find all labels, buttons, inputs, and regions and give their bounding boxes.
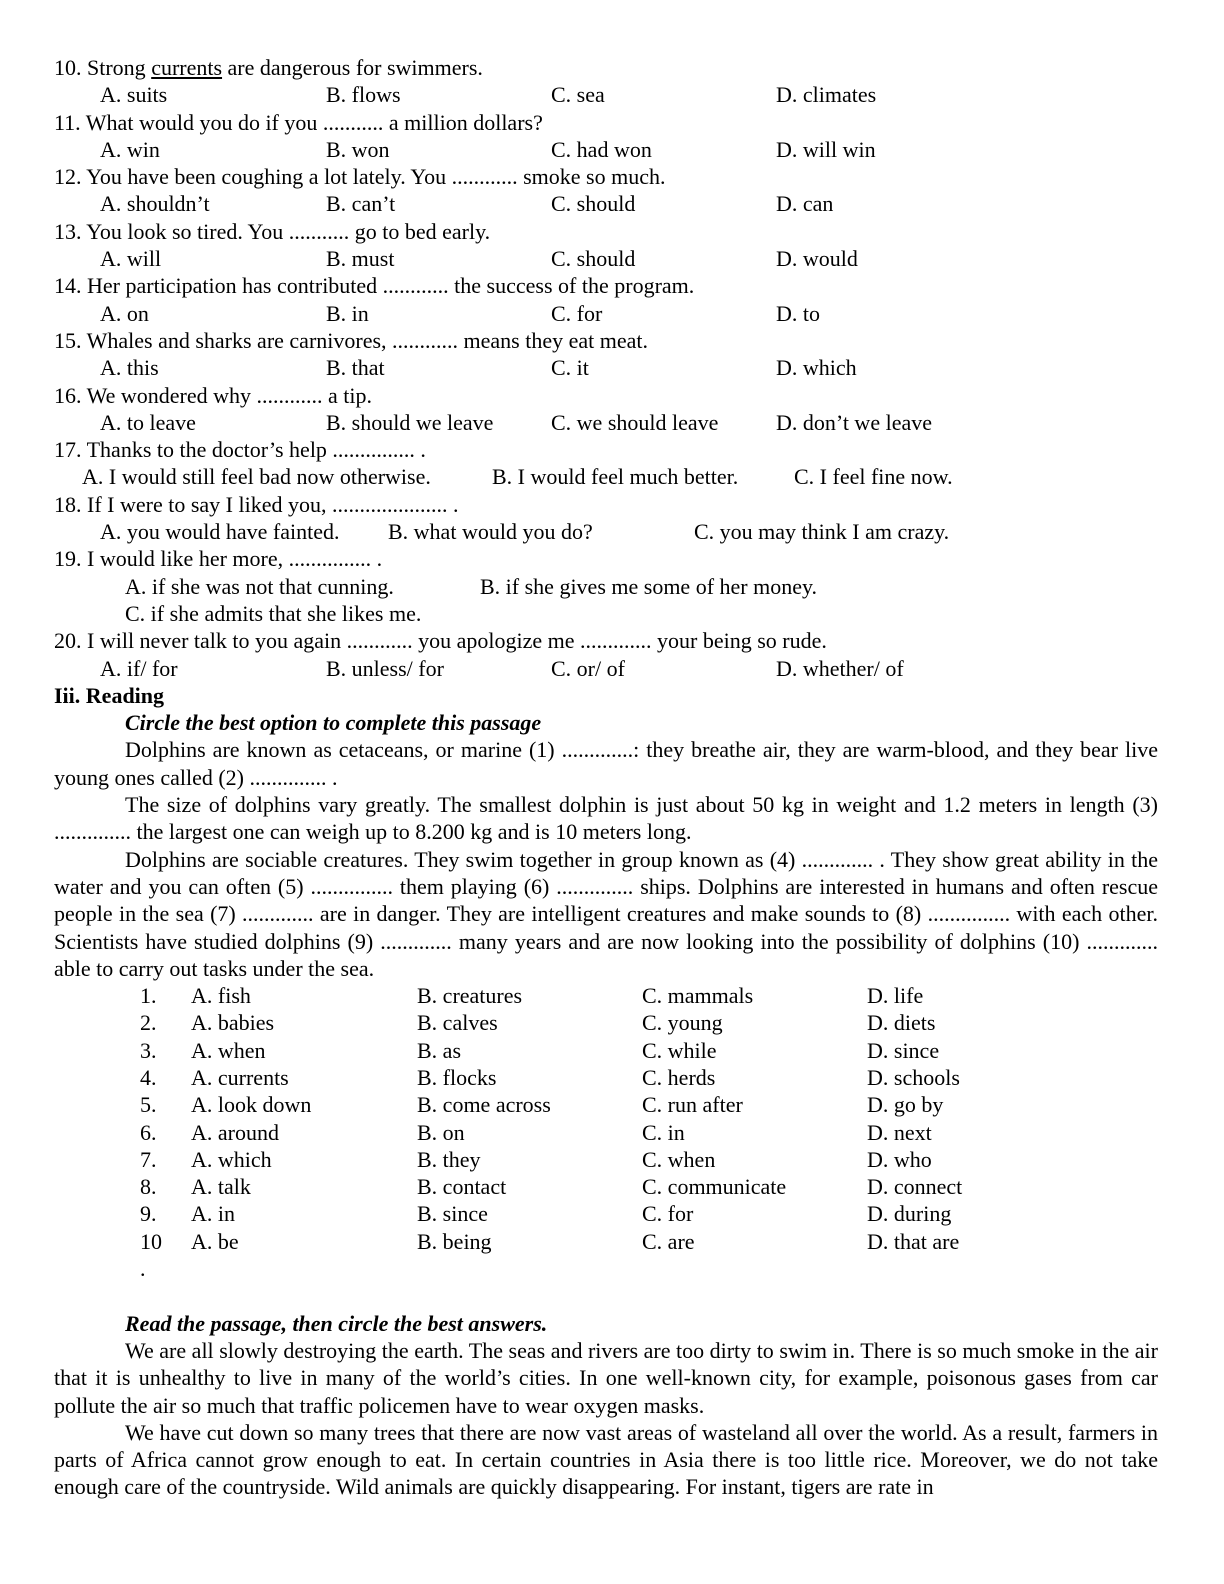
option-b[interactable]: B. flows (326, 82, 401, 108)
question-20-options (54, 655, 1158, 682)
option-c[interactable]: C. while (642, 1037, 717, 1063)
instruction-1: Circle the best option to complete this passage (125, 710, 542, 736)
option-d[interactable]: D. schools (867, 1064, 960, 1090)
option-b[interactable]: B. on (417, 1119, 465, 1145)
option-b[interactable]: B. what would you do? (388, 519, 593, 545)
question-11-options (54, 136, 1158, 163)
question-19-options-row1 (54, 573, 1158, 600)
option-b[interactable]: B. if she gives me some of her money. (480, 573, 818, 599)
question-16: 16. We wondered why ............ a tip. (54, 382, 372, 408)
option-a[interactable]: A. look down (191, 1092, 312, 1118)
answer-row-1: 1. A. fish B. creatures C. mammals D. life (140, 983, 924, 1009)
option-c[interactable]: C. had won (551, 136, 652, 162)
question-18: 18. If I were to say I liked you, ..................... . (54, 491, 459, 517)
option-b[interactable]: B. since (417, 1201, 488, 1227)
question-10-options (54, 81, 1158, 108)
option-c[interactable]: C. I feel fine now. (794, 464, 953, 490)
option-c[interactable]: C. when (642, 1146, 716, 1172)
question-18-options (54, 518, 1158, 545)
option-c[interactable]: C. are (642, 1228, 695, 1254)
option-d[interactable]: D. during (867, 1201, 952, 1227)
question-15: 15. Whales and sharks are carnivores, ............ means they eat meat. (54, 327, 649, 353)
option-b[interactable]: B. creatures (417, 983, 523, 1009)
option-d[interactable]: D. next (867, 1119, 932, 1145)
question-12-options (54, 190, 1158, 217)
option-a[interactable]: A. fish (191, 983, 251, 1009)
option-d[interactable]: D. diets (867, 1010, 936, 1036)
blank-line (54, 1282, 1158, 1309)
question-10: 10. Strong currents are dangerous for swimmers. (54, 55, 483, 80)
section-heading: Iii. Reading (54, 682, 165, 708)
option-d[interactable]: D. that are (867, 1228, 960, 1254)
passage-2-paragraph-1: We are all slowly destroying the earth. The seas and rivers are too dirty to swim in. There is so much smoke in the air that it is unhealthy to live in many of the world’s cities. In one well-known city, for example, poisonous gases from car pollute the air so much that traffic policemen have to wear oxygen masks. (54, 1337, 1158, 1418)
option-d[interactable]: D. can (776, 191, 834, 217)
option-c[interactable]: C. if she admits that she likes me. (125, 600, 422, 626)
passage-2-paragraph-2: We have cut down so many trees that there are now vast areas of wasteland all over the world. As a result, farmers in parts of Africa cannot grow enough to eat. In certain countries in Asia there is too little rice. Moreover, we do not take enough care of the countryside. Wild animals are quickly disappearing. For instant, tigers are rate in (54, 1419, 1158, 1500)
answer-row-5: 5. A. look down B. come across C. run after D. go by (140, 1092, 944, 1118)
option-a[interactable]: A. around (191, 1119, 279, 1145)
option-c[interactable]: C. for (551, 300, 603, 326)
option-b[interactable]: B. they (417, 1146, 481, 1172)
option-b[interactable]: B. in (326, 300, 369, 326)
option-c[interactable]: C. communicate (642, 1174, 787, 1200)
option-c[interactable]: C. for (642, 1201, 694, 1227)
option-a[interactable]: A. when (191, 1037, 266, 1063)
answer-grid-tail: . (140, 1256, 146, 1282)
option-c[interactable]: C. sea (551, 82, 605, 108)
option-d[interactable]: D. would (776, 246, 858, 272)
question-11: 11. What would you do if you ........... a million dollars? (54, 109, 543, 135)
instruction-2: Read the passage, then circle the best answers. (125, 1310, 548, 1336)
option-c[interactable]: C. herds (642, 1064, 716, 1090)
option-a[interactable]: A. this (100, 355, 159, 381)
option-b[interactable]: B. should we leave (326, 409, 494, 435)
passage-1-paragraph-3: Dolphins are sociable creatures. They swim together in group known as (4) ............. . They show great ability in the water and you can often (5) ............... them playing (6) .............. ships. Dolphins are interested in humans and often rescue people in the sea (7) ............. are in danger. They are intelligent creatures and make sounds to (8) ............... with each other. Scientists have studied dolphins (9) ............. many years and are now looking into the possibility of dolphins (10) ............. able to carry out tasks under the sea. (54, 846, 1158, 981)
question-17-options (54, 463, 1158, 490)
option-b[interactable]: B. can’t (326, 191, 396, 217)
answer-row-3: 3. A. when B. as C. while D. since (140, 1037, 940, 1063)
passage-1-paragraph-2: The size of dolphins vary greatly. The smallest dolphin is just about 50 kg in weight and 1.2 meters in length (3) .............. the largest one can weigh up to 8.200 kg and is 10 meters long. (54, 792, 1158, 845)
answer-row-10: 10 A. be B. being C. are D. that are (140, 1228, 960, 1254)
option-b[interactable]: B. calves (417, 1010, 498, 1036)
question-20: 20. I will never talk to you again ............ you apologize me ............. your being so rude. (54, 628, 827, 654)
option-d[interactable]: D. life (867, 983, 924, 1009)
option-c[interactable]: C. young (642, 1010, 723, 1036)
option-b[interactable]: B. that (326, 355, 385, 381)
option-d[interactable]: D. whether/ of (776, 655, 904, 681)
option-c[interactable]: C. mammals (642, 983, 754, 1009)
option-a[interactable]: A. babies (191, 1010, 275, 1036)
option-c[interactable]: C. should (551, 246, 636, 272)
option-a[interactable]: A. shouldn’t (100, 191, 210, 217)
option-d[interactable]: D. go by (867, 1092, 944, 1118)
option-a[interactable]: A. will (100, 246, 162, 272)
option-d[interactable]: D. climates (776, 82, 877, 108)
option-b[interactable]: B. being (417, 1228, 492, 1254)
option-a[interactable]: A. on (100, 300, 149, 326)
option-a[interactable]: A. I would still feel bad now otherwise. (82, 464, 431, 490)
underlined-word: currents (151, 55, 223, 80)
option-d[interactable]: D. will win (776, 136, 876, 162)
option-a[interactable]: A. talk (191, 1174, 251, 1200)
answer-row-9: 9. A. in B. since C. for D. during (140, 1201, 952, 1227)
question-17: 17. Thanks to the doctor’s help ............... . (54, 437, 426, 463)
option-a[interactable]: A. be (191, 1228, 239, 1254)
option-a[interactable]: A. in (191, 1201, 235, 1227)
question-14: 14. Her participation has contributed ............ the success of the program. (54, 273, 695, 299)
question-15-options (54, 354, 1158, 381)
option-c[interactable]: C. should (551, 191, 636, 217)
option-d[interactable]: D. who (867, 1146, 932, 1172)
question-19: 19. I would like her more, ............... . (54, 546, 383, 572)
question-13-options (54, 245, 1158, 272)
option-a[interactable]: A. win (100, 136, 160, 162)
option-b[interactable]: B. as (417, 1037, 461, 1063)
option-b[interactable]: B. won (326, 136, 390, 162)
answer-row-8: 8. A. talk B. contact C. communicate D. connect (140, 1174, 963, 1200)
option-c[interactable]: C. or/ of (551, 655, 625, 681)
option-d[interactable]: D. since (867, 1037, 940, 1063)
worksheet-page (54, 54, 1158, 1501)
option-c[interactable]: C. it (551, 355, 589, 381)
option-b[interactable]: B. come across (417, 1092, 551, 1118)
option-b[interactable]: B. I would feel much better. (492, 464, 739, 490)
option-b[interactable]: B. must (326, 246, 395, 272)
option-d[interactable]: D. connect (867, 1174, 963, 1200)
question-14-options (54, 300, 1158, 327)
option-a[interactable]: A. to leave (100, 409, 196, 435)
answer-grid (54, 982, 1158, 1282)
option-a[interactable]: A. currents (191, 1064, 289, 1090)
option-a[interactable]: A. suits (100, 82, 168, 108)
option-a[interactable]: A. which (191, 1146, 272, 1172)
option-a[interactable]: A. you would have fainted. (100, 519, 340, 545)
answer-row-7: 7. A. which B. they C. when D. who (140, 1146, 932, 1172)
option-a[interactable]: A. if/ for (100, 655, 178, 681)
answer-row-2: 2. A. babies B. calves C. young D. diets (140, 1010, 936, 1036)
option-b[interactable]: B. unless/ for (326, 655, 444, 681)
option-c[interactable]: C. we should leave (551, 409, 719, 435)
option-d[interactable]: D. don’t we leave (776, 409, 932, 435)
question-16-options (54, 409, 1158, 436)
question-12: 12. You have been coughing a lot lately. You ............ smoke so much. (54, 164, 666, 190)
option-d[interactable]: D. to (776, 300, 820, 326)
option-d[interactable]: D. which (776, 355, 857, 381)
option-c[interactable]: C. run after (642, 1092, 743, 1118)
question-19-options-row2 (54, 600, 1158, 627)
answer-row-6: 6. A. around B. on C. in D. next (140, 1119, 932, 1145)
answer-row-4: 4. A. currents B. flocks C. herds D. schools (140, 1064, 960, 1090)
passage-1-paragraph-1: Dolphins are known as cetaceans, or marine (1) .............: they breathe air, they are warm-blood, and they bear live young ones called (2) .............. . (54, 737, 1158, 790)
question-13: 13. You look so tired. You ........... go to bed early. (54, 218, 491, 244)
option-a[interactable]: A. if she was not that cunning. (125, 573, 394, 599)
option-c[interactable]: C. you may think I am crazy. (694, 519, 950, 545)
option-c[interactable]: C. in (642, 1119, 685, 1145)
option-b[interactable]: B. flocks (417, 1064, 497, 1090)
option-b[interactable]: B. contact (417, 1174, 507, 1200)
